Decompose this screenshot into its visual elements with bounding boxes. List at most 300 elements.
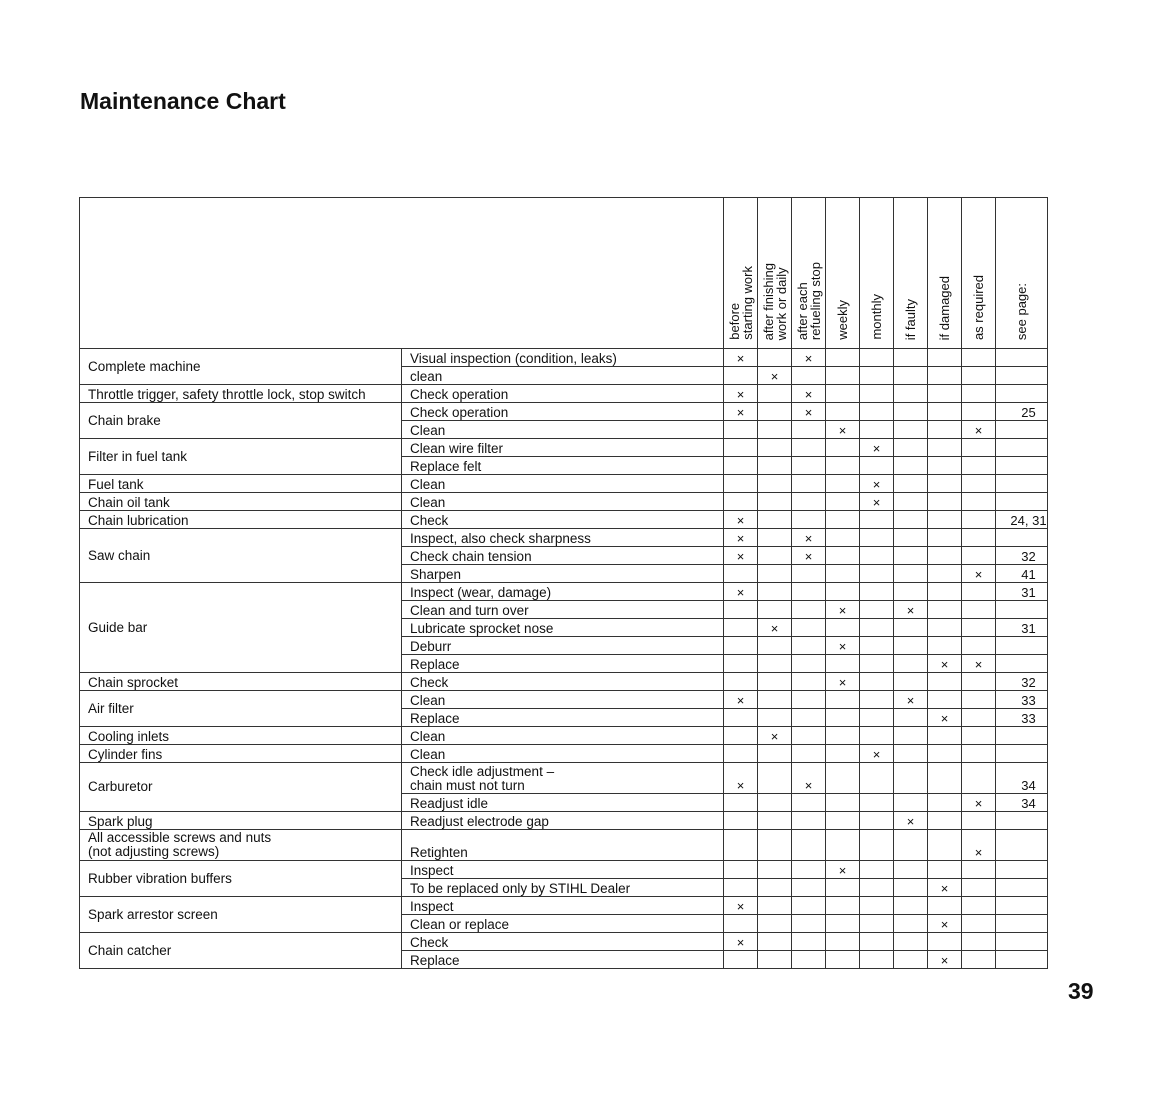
interval-mark: [928, 830, 962, 861]
interval-mark: [860, 933, 894, 951]
interval-mark: [928, 421, 962, 439]
interval-mark: [860, 951, 894, 969]
column-header-label: weekly: [835, 300, 850, 340]
column-header: [996, 198, 1048, 349]
interval-mark: [894, 403, 928, 421]
interval-mark: [792, 475, 826, 493]
interval-mark: ×: [894, 812, 928, 830]
interval-mark: [826, 583, 860, 601]
table-row: [80, 493, 1048, 511]
interval-mark: [894, 637, 928, 655]
interval-mark: [826, 565, 860, 583]
interval-mark: [792, 457, 826, 475]
see-page-cell: 31: [996, 619, 1048, 637]
interval-mark: [758, 475, 792, 493]
interval-mark: [724, 493, 758, 511]
interval-mark: [962, 511, 996, 529]
task-cell: Inspect: [402, 897, 724, 915]
interval-mark: [724, 439, 758, 457]
interval-mark: [928, 439, 962, 457]
interval-mark: [826, 794, 860, 812]
interval-mark: ×: [826, 861, 860, 879]
interval-mark: [962, 439, 996, 457]
interval-mark: [792, 879, 826, 897]
see-page-cell: [996, 439, 1048, 457]
interval-mark: [758, 655, 792, 673]
interval-mark: [894, 367, 928, 385]
interval-mark: [894, 619, 928, 637]
interval-mark: [894, 583, 928, 601]
interval-mark: [792, 897, 826, 915]
interval-mark: [962, 475, 996, 493]
interval-mark: [758, 421, 792, 439]
interval-mark: [758, 673, 792, 691]
see-page-cell: 32: [996, 547, 1048, 565]
interval-mark: [928, 349, 962, 367]
task-cell: Check chain tension: [402, 547, 724, 565]
interval-mark: [826, 951, 860, 969]
interval-mark: [792, 691, 826, 709]
interval-mark: [758, 403, 792, 421]
interval-mark: ×: [758, 619, 792, 637]
interval-mark: [962, 897, 996, 915]
interval-mark: [962, 367, 996, 385]
interval-mark: [962, 861, 996, 879]
interval-mark: ×: [962, 655, 996, 673]
component-cell: Guide bar: [80, 583, 402, 673]
component-cell: Fuel tank: [80, 475, 402, 493]
see-page-cell: [996, 812, 1048, 830]
interval-mark: [758, 897, 792, 915]
task-cell: clean: [402, 367, 724, 385]
interval-mark: [792, 583, 826, 601]
interval-mark: ×: [792, 547, 826, 565]
interval-mark: [792, 421, 826, 439]
interval-mark: [962, 933, 996, 951]
column-header: [826, 198, 860, 349]
task-cell: Visual inspection (condition, leaks): [402, 349, 724, 367]
interval-mark: ×: [894, 691, 928, 709]
see-page-cell: [996, 457, 1048, 475]
interval-mark: [826, 457, 860, 475]
task-cell: Replace: [402, 709, 724, 727]
interval-mark: [792, 439, 826, 457]
table-row: [80, 475, 1048, 493]
interval-mark: [792, 812, 826, 830]
column-header-label: see page:: [1014, 282, 1029, 340]
interval-mark: [962, 619, 996, 637]
interval-mark: [792, 794, 826, 812]
see-page-cell: [996, 745, 1048, 763]
interval-mark: [860, 763, 894, 794]
interval-mark: [792, 673, 826, 691]
interval-mark: [962, 583, 996, 601]
component-cell: Chain brake: [80, 403, 402, 439]
task-cell: Clean and turn over: [402, 601, 724, 619]
interval-mark: [792, 727, 826, 745]
interval-mark: [860, 691, 894, 709]
interval-mark: ×: [792, 529, 826, 547]
task-cell: Clean: [402, 691, 724, 709]
see-page-cell: 24, 31: [996, 511, 1048, 529]
interval-mark: [758, 385, 792, 403]
interval-mark: [962, 493, 996, 511]
interval-mark: [792, 915, 826, 933]
see-page-cell: [996, 933, 1048, 951]
task-cell: Check: [402, 511, 724, 529]
interval-mark: [894, 457, 928, 475]
interval-mark: ×: [758, 367, 792, 385]
task-cell: Replace: [402, 951, 724, 969]
interval-mark: [928, 897, 962, 915]
interval-mark: [792, 565, 826, 583]
interval-mark: [928, 403, 962, 421]
column-header-label: if damaged: [937, 275, 952, 340]
see-page-cell: [996, 529, 1048, 547]
table-row: [80, 861, 1048, 879]
interval-mark: [826, 745, 860, 763]
component-cell: Chain lubrication: [80, 511, 402, 529]
interval-mark: [860, 583, 894, 601]
interval-mark: [894, 879, 928, 897]
interval-mark: ×: [928, 915, 962, 933]
interval-mark: [826, 830, 860, 861]
interval-mark: [758, 951, 792, 969]
interval-mark: [758, 709, 792, 727]
task-cell: Check operation: [402, 385, 724, 403]
interval-mark: [894, 745, 928, 763]
interval-mark: [826, 385, 860, 403]
component-cell: Cylinder fins: [80, 745, 402, 763]
interval-mark: [928, 763, 962, 794]
interval-mark: [724, 951, 758, 969]
table-body: [80, 349, 1048, 969]
interval-mark: [962, 745, 996, 763]
table-row: [80, 812, 1048, 830]
interval-mark: [758, 547, 792, 565]
table-row: [80, 763, 1048, 794]
interval-mark: [724, 421, 758, 439]
column-header-label: after finishing work or daily: [760, 262, 789, 340]
interval-mark: [928, 457, 962, 475]
interval-mark: ×: [826, 637, 860, 655]
task-cell: Check operation: [402, 403, 724, 421]
interval-mark: [860, 794, 894, 812]
interval-mark: [792, 637, 826, 655]
interval-mark: [860, 830, 894, 861]
interval-mark: [928, 673, 962, 691]
interval-mark: [860, 812, 894, 830]
table-row: [80, 349, 1048, 367]
task-cell: Clean: [402, 421, 724, 439]
interval-mark: ×: [860, 745, 894, 763]
interval-mark: [758, 933, 792, 951]
component-cell: Chain sprocket: [80, 673, 402, 691]
component-cell: Spark plug: [80, 812, 402, 830]
task-cell: Replace: [402, 655, 724, 673]
interval-mark: [962, 385, 996, 403]
interval-mark: [928, 511, 962, 529]
component-cell: Cooling inlets: [80, 727, 402, 745]
interval-mark: [962, 403, 996, 421]
interval-mark: [758, 601, 792, 619]
interval-mark: [860, 601, 894, 619]
interval-mark: [826, 812, 860, 830]
interval-mark: ×: [826, 421, 860, 439]
interval-mark: [826, 529, 860, 547]
interval-mark: [962, 601, 996, 619]
interval-mark: [724, 727, 758, 745]
task-cell: Check: [402, 933, 724, 951]
interval-mark: ×: [758, 727, 792, 745]
interval-mark: [860, 655, 894, 673]
interval-mark: [860, 565, 894, 583]
interval-mark: ×: [962, 421, 996, 439]
interval-mark: [758, 439, 792, 457]
interval-mark: ×: [792, 763, 826, 794]
task-cell: Readjust electrode gap: [402, 812, 724, 830]
interval-mark: [962, 637, 996, 655]
interval-mark: [724, 861, 758, 879]
interval-mark: ×: [928, 655, 962, 673]
interval-mark: [860, 367, 894, 385]
interval-mark: [928, 601, 962, 619]
interval-mark: ×: [724, 547, 758, 565]
interval-mark: ×: [860, 475, 894, 493]
interval-mark: [894, 933, 928, 951]
interval-mark: [860, 529, 894, 547]
interval-mark: [962, 529, 996, 547]
task-cell: Check: [402, 673, 724, 691]
interval-mark: [826, 439, 860, 457]
interval-mark: [792, 861, 826, 879]
interval-mark: [826, 475, 860, 493]
task-cell: Inspect, also check sharpness: [402, 529, 724, 547]
interval-mark: ×: [860, 439, 894, 457]
table-row: [80, 745, 1048, 763]
interval-mark: [724, 745, 758, 763]
interval-mark: [962, 727, 996, 745]
interval-mark: [826, 727, 860, 745]
header-row: [80, 198, 1048, 349]
interval-mark: [928, 493, 962, 511]
table-row: [80, 933, 1048, 951]
interval-mark: [894, 511, 928, 529]
interval-mark: ×: [724, 403, 758, 421]
interval-mark: [894, 897, 928, 915]
table-row: [80, 691, 1048, 709]
interval-mark: [860, 547, 894, 565]
interval-mark: [860, 385, 894, 403]
component-cell: Carburetor: [80, 763, 402, 812]
interval-mark: ×: [962, 565, 996, 583]
interval-mark: ×: [724, 511, 758, 529]
see-page-cell: 34: [996, 763, 1048, 794]
interval-mark: [894, 915, 928, 933]
see-page-cell: [996, 601, 1048, 619]
interval-mark: [962, 349, 996, 367]
see-page-cell: [996, 727, 1048, 745]
interval-mark: [962, 709, 996, 727]
interval-mark: [792, 511, 826, 529]
see-page-cell: [996, 861, 1048, 879]
see-page-cell: 41: [996, 565, 1048, 583]
column-header: [758, 198, 792, 349]
interval-mark: [826, 933, 860, 951]
interval-mark: [724, 915, 758, 933]
interval-mark: [792, 933, 826, 951]
component-cell: Air filter: [80, 691, 402, 727]
interval-mark: [860, 511, 894, 529]
interval-mark: [962, 763, 996, 794]
interval-mark: ×: [928, 879, 962, 897]
interval-mark: [894, 349, 928, 367]
interval-mark: ×: [792, 349, 826, 367]
table-row: [80, 830, 1048, 861]
interval-mark: [758, 812, 792, 830]
component-cell: Spark arrestor screen: [80, 897, 402, 933]
interval-mark: [860, 709, 894, 727]
interval-mark: ×: [724, 349, 758, 367]
interval-mark: [860, 727, 894, 745]
see-page-cell: [996, 915, 1048, 933]
interval-mark: ×: [928, 709, 962, 727]
interval-mark: ×: [962, 830, 996, 861]
interval-mark: [792, 493, 826, 511]
interval-mark: [860, 637, 894, 655]
interval-mark: ×: [962, 794, 996, 812]
table-row: [80, 727, 1048, 745]
interval-mark: [860, 457, 894, 475]
column-header-label: monthly: [869, 294, 884, 340]
see-page-cell: [996, 493, 1048, 511]
interval-mark: [724, 601, 758, 619]
page-number: 39: [1068, 978, 1094, 1004]
task-cell: Retighten: [402, 830, 724, 861]
interval-mark: [724, 637, 758, 655]
see-page-cell: 34: [996, 794, 1048, 812]
interval-mark: [792, 745, 826, 763]
interval-mark: [894, 861, 928, 879]
interval-mark: [928, 367, 962, 385]
component-cell: Throttle trigger, safety throttle lock, stop switch: [80, 385, 402, 403]
see-page-cell: [996, 897, 1048, 915]
interval-mark: [928, 475, 962, 493]
interval-mark: [894, 439, 928, 457]
column-header: [894, 198, 928, 349]
interval-mark: [792, 601, 826, 619]
task-cell: Clean: [402, 745, 724, 763]
interval-mark: [724, 475, 758, 493]
see-page-cell: [996, 951, 1048, 969]
interval-mark: [724, 794, 758, 812]
see-page-cell: [996, 830, 1048, 861]
interval-mark: [724, 655, 758, 673]
see-page-cell: 31: [996, 583, 1048, 601]
interval-mark: ×: [860, 493, 894, 511]
interval-mark: [724, 879, 758, 897]
interval-mark: [826, 403, 860, 421]
interval-mark: [860, 403, 894, 421]
interval-mark: [894, 547, 928, 565]
interval-mark: [860, 861, 894, 879]
interval-mark: [928, 812, 962, 830]
page-title: Maintenance Chart: [80, 88, 286, 114]
column-header: [962, 198, 996, 349]
interval-mark: [758, 861, 792, 879]
interval-mark: ×: [826, 673, 860, 691]
interval-mark: [792, 709, 826, 727]
see-page-cell: [996, 879, 1048, 897]
interval-mark: [928, 691, 962, 709]
interval-mark: ×: [792, 385, 826, 403]
interval-mark: [724, 619, 758, 637]
see-page-cell: 32: [996, 673, 1048, 691]
interval-mark: ×: [724, 897, 758, 915]
interval-mark: [962, 879, 996, 897]
interval-mark: [928, 529, 962, 547]
interval-mark: [724, 565, 758, 583]
interval-mark: [758, 529, 792, 547]
interval-mark: [758, 691, 792, 709]
component-cell: Chain oil tank: [80, 493, 402, 511]
interval-mark: ×: [724, 691, 758, 709]
table-row: [80, 511, 1048, 529]
interval-mark: [894, 421, 928, 439]
interval-mark: [758, 565, 792, 583]
interval-mark: [826, 349, 860, 367]
interval-mark: [894, 951, 928, 969]
table-row: [80, 403, 1048, 421]
interval-mark: [928, 727, 962, 745]
interval-mark: [894, 385, 928, 403]
interval-mark: ×: [928, 951, 962, 969]
interval-mark: [860, 915, 894, 933]
maintenance-table: [79, 197, 1048, 969]
table-row: [80, 897, 1048, 915]
interval-mark: ×: [724, 763, 758, 794]
table-row: [80, 583, 1048, 601]
interval-mark: [758, 915, 792, 933]
interval-mark: [928, 637, 962, 655]
interval-mark: [962, 951, 996, 969]
column-header: [860, 198, 894, 349]
interval-mark: [826, 367, 860, 385]
component-cell: Chain catcher: [80, 933, 402, 969]
task-cell: Clean wire filter: [402, 439, 724, 457]
interval-mark: [724, 367, 758, 385]
interval-mark: [792, 367, 826, 385]
column-header: [928, 198, 962, 349]
interval-mark: [724, 812, 758, 830]
see-page-cell: [996, 421, 1048, 439]
interval-mark: [928, 583, 962, 601]
task-cell: Clean: [402, 475, 724, 493]
interval-mark: [724, 673, 758, 691]
interval-mark: [758, 457, 792, 475]
interval-mark: [758, 794, 792, 812]
task-cell: To be replaced only by STIHL Dealer: [402, 879, 724, 897]
interval-mark: [826, 915, 860, 933]
component-cell: Rubber vibration buffers: [80, 861, 402, 897]
interval-mark: [894, 565, 928, 583]
interval-mark: [962, 457, 996, 475]
task-cell: Check idle adjustment – chain must not turn: [402, 763, 724, 794]
column-header-label: before starting work: [726, 266, 755, 340]
see-page-cell: 25: [996, 403, 1048, 421]
task-cell: Inspect (wear, damage): [402, 583, 724, 601]
see-page-cell: [996, 349, 1048, 367]
